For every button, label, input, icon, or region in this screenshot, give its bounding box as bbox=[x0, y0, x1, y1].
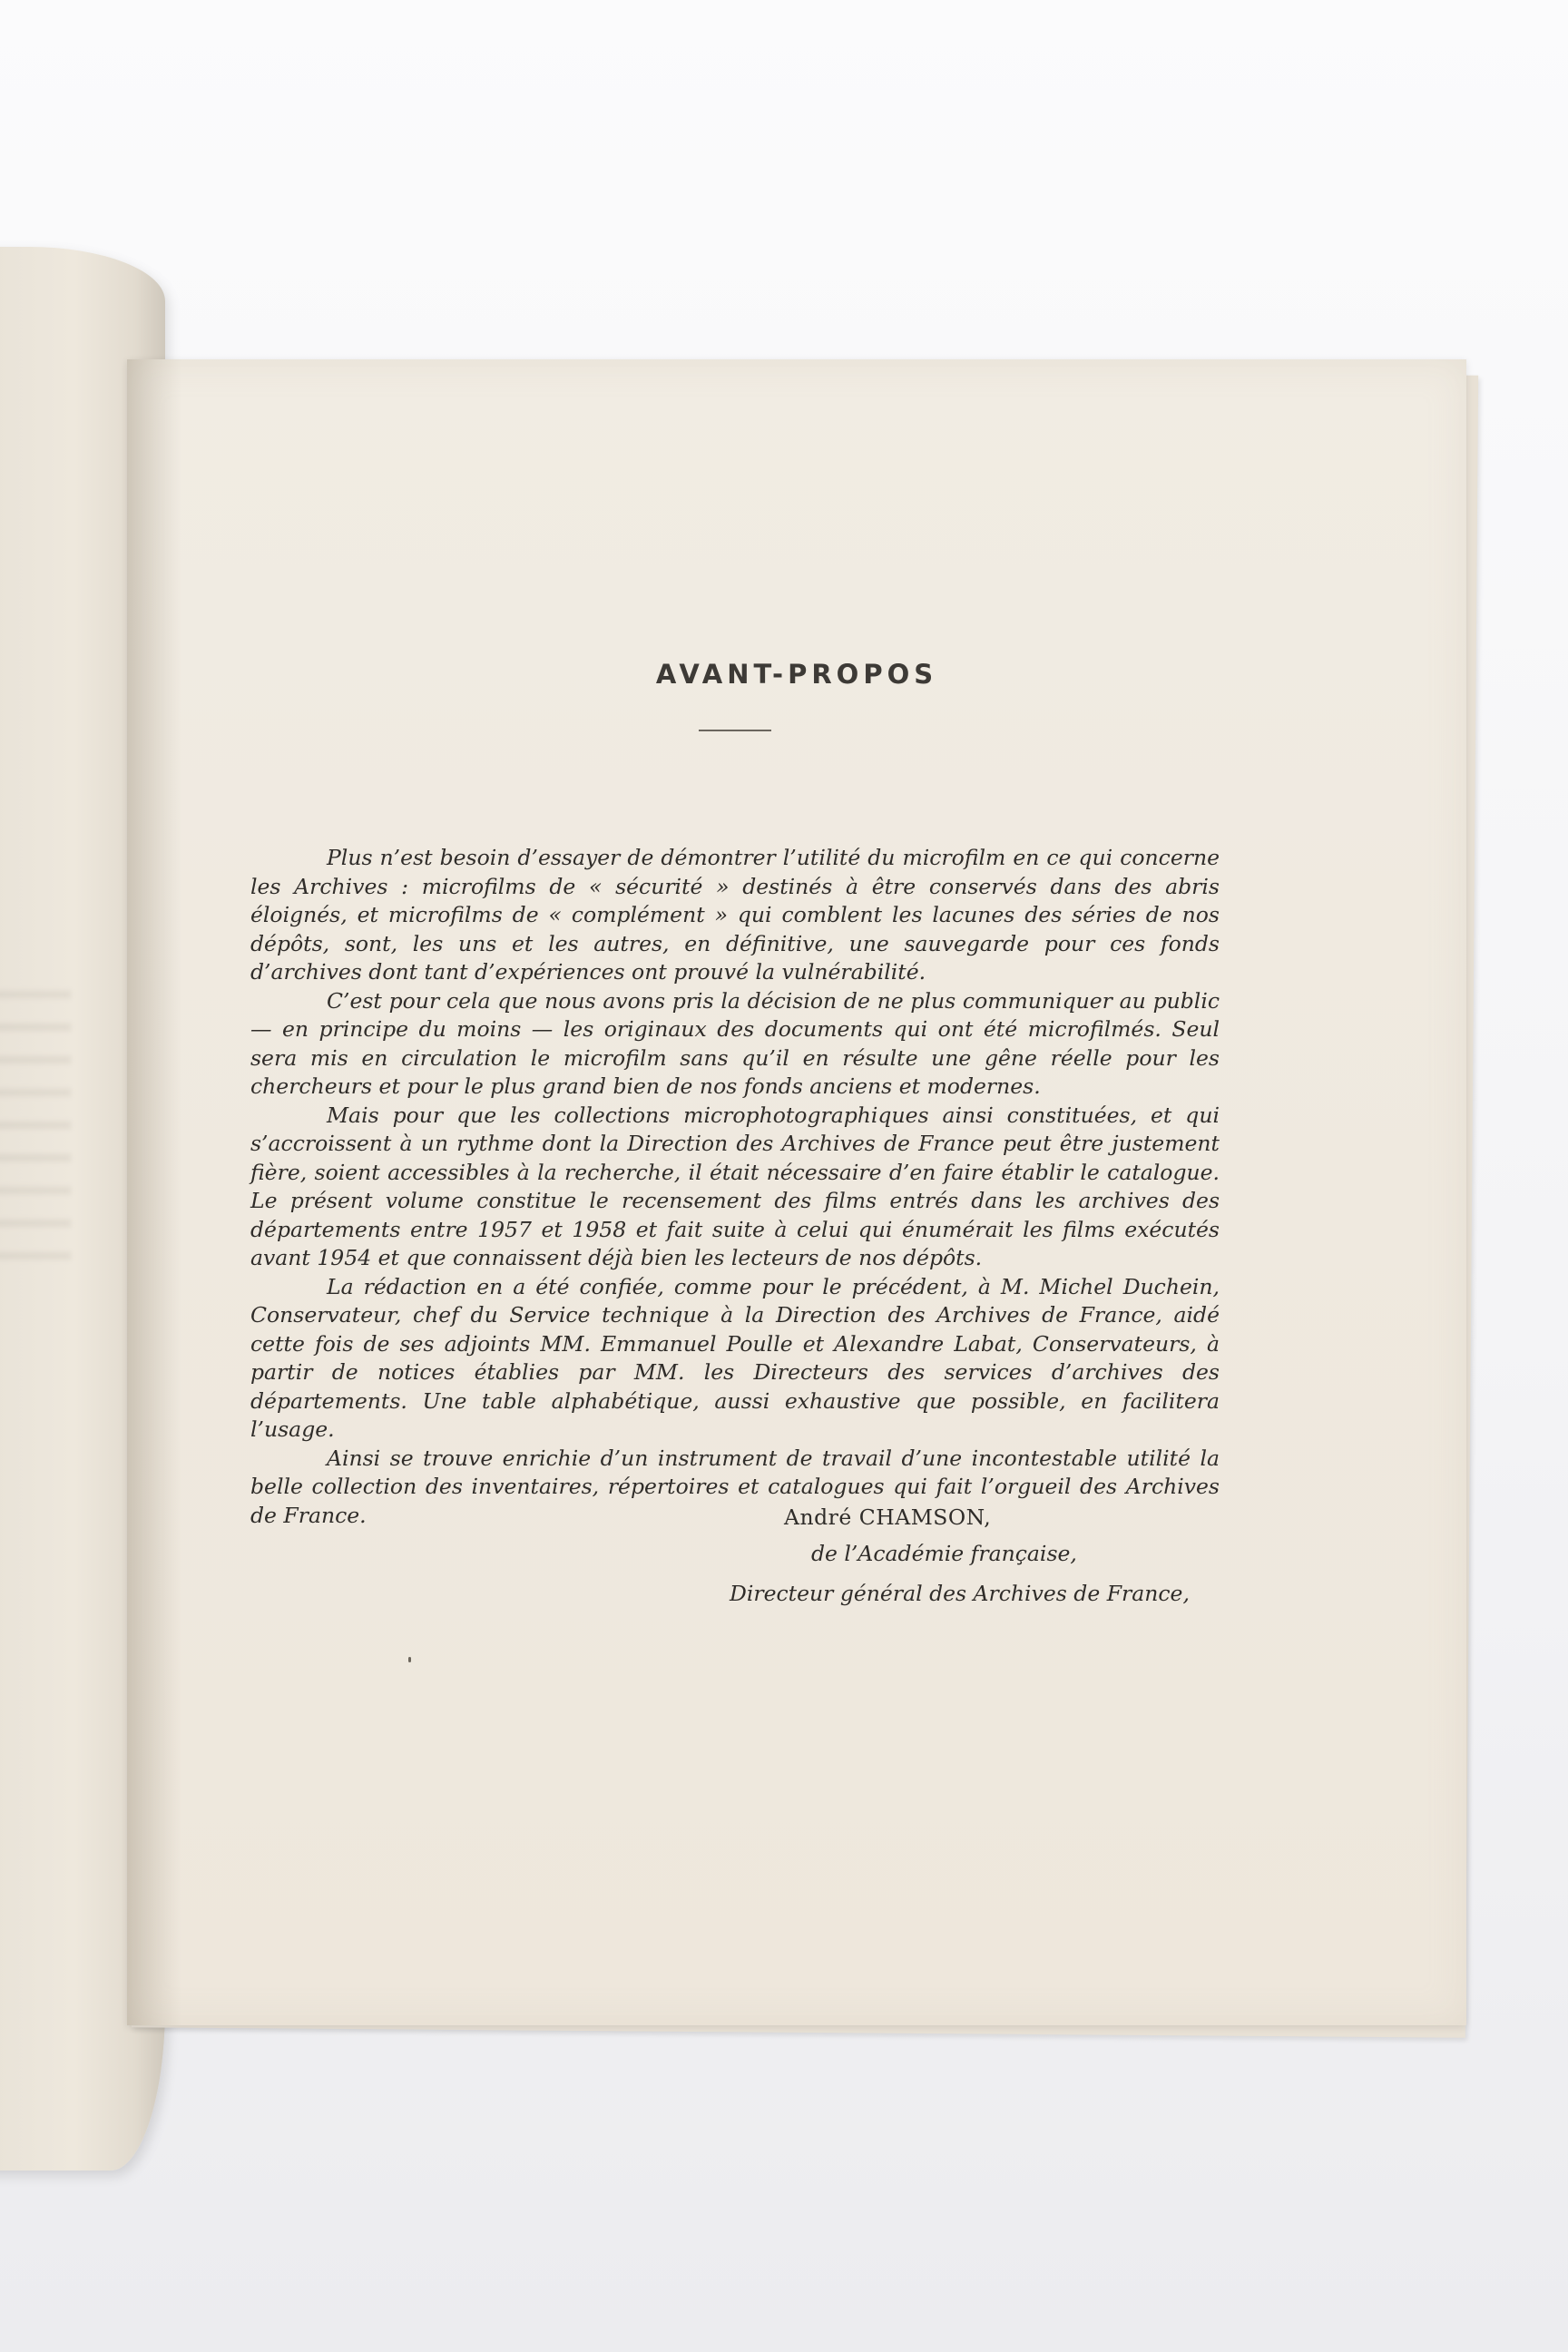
paragraph-2: C’est pour cela que nous avons pris la décision de ne plus communiquer au public — en principe du moins — les originaux des documents qui ont été microfilmés. Seul sera mis en circulation le microfilm sans qu’il en résulte une gêne réelle pour les chercheurs et pour le plus grand bien de nos fonds anciens et modernes. bbox=[250, 987, 1220, 1099]
paper-speck bbox=[408, 1657, 411, 1662]
signature-academy: de l’Académie française, bbox=[811, 1541, 1077, 1566]
book-page bbox=[127, 359, 1466, 2025]
gutter-shadow bbox=[127, 359, 181, 2025]
paragraph-3: Mais pour que les collections microphotographiques ainsi constituées, et qui s’accroissent à un rythme dont la Direction des Archives de France peut être justement fière, soient accessibles à la recherche, il était nécessaire d’en faire établir le catalogue. Le présent volume constitue le recensement des films entrés dans les archives des départements entre 1957 et 1958 et fait suite à celui qui énumérait les films exécutés avant 1954 et que connaissent déjà bien les lecteurs de nos dépôts. bbox=[250, 1102, 1220, 1270]
signature-name-text: André CHAMSON, bbox=[784, 1504, 992, 1530]
signature-title: Directeur général des Archives de France, bbox=[730, 1581, 1190, 1606]
paragraph-5: Ainsi se trouve enrichie d’un instrument de travail d’une incontestable utilité la belle collection des inventaires, répertoires et catalogues qui fait l’orgueil des Archives de France. bbox=[250, 1445, 1220, 1528]
paragraph-4: La rédaction en a été confiée, comme pour le précédent, à M. Michel Duchein, Conservateur, chef du Service technique à la Direction des Archives de France, aidé cette fois de ses adjoints MM. Emmanuel Poulle et Alexandre Labat, Conservateurs, à partir de notices établies par MM. les Directeurs des services d’archives des départements. Une table alphabétique, aussi exhaustive que possible, en facilitera l’usage. bbox=[250, 1273, 1220, 1442]
page-heading: AVANT-PROPOS bbox=[655, 659, 938, 690]
signature-name bbox=[784, 1504, 991, 1530]
foreword-text bbox=[250, 844, 1220, 1530]
heading-rule bbox=[699, 730, 771, 731]
left-page-bleed-through bbox=[0, 991, 71, 1263]
paragraph-1: Plus n’est besoin d’essayer de démontrer l’utilité du microfilm en ce qui concerne les Archives : microfilms de « sécurité » destinés à être conservés dans des abris éloignés, et microfilms de « complément » qui comblent les lacunes des séries de nos dépôts, sont, les uns et les autres, en définitive, une sauvegarde pour ces fonds d’archives dont tant d’expériences ont prouvé la vulnérabilité. bbox=[250, 845, 1220, 985]
